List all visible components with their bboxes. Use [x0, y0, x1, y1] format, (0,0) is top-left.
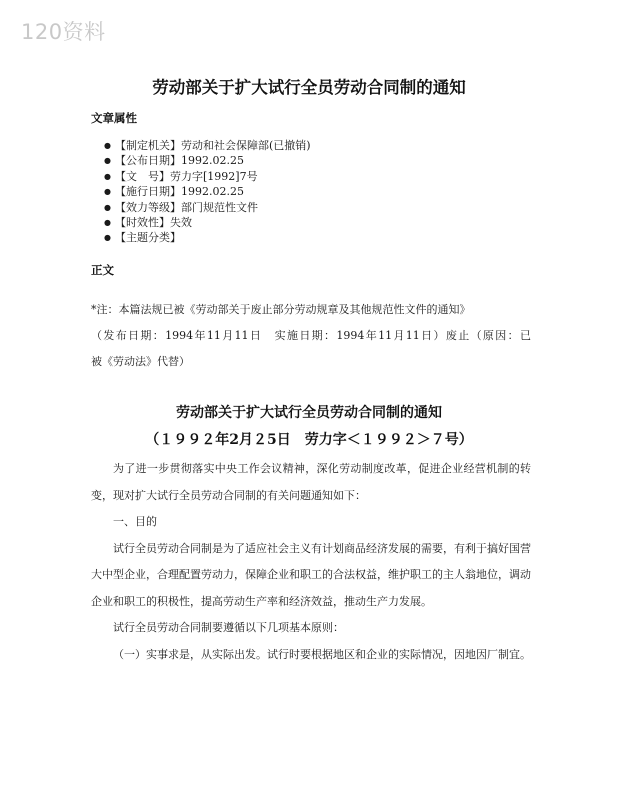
- attributes-list: [104, 138, 311, 246]
- note-line: *注：本篇法规已被《劳动部关于废止部分劳动规章及其他规范性文件的通知》: [91, 303, 471, 316]
- main-text-heading: 正文: [91, 263, 114, 277]
- body-paragraph: 试行全员劳动合同制要遵循以下几项基本原则：: [113, 621, 344, 634]
- attribute-item: ● 【时效性】失效: [104, 215, 192, 229]
- attribute-item: ● 【制定机关】劳动和社会保障部(已撤销): [104, 139, 311, 152]
- body-text: [91, 456, 531, 668]
- body-subtitle: （１９９２年2月２5日 劳力字＜１９９２＞７号）: [145, 432, 473, 448]
- bullet-icon: ●: [104, 171, 111, 181]
- section-heading: 一、目的: [113, 515, 157, 528]
- body-paragraph: （一）实事求是，从实际出发。试行时要根据地区和企业的实际情况，因地因厂制宜。: [113, 647, 531, 661]
- watermark-logo: 120资料: [21, 20, 106, 44]
- bullet-icon: ●: [104, 202, 111, 212]
- bullet-icon: ●: [104, 187, 111, 197]
- bullet-icon: ●: [104, 141, 111, 150]
- body-paragraph: 为了进一步贯彻落实中央工作会议精神，深化劳动制度改革，促进企业经营机制的转变，现对扩大试行全员劳动合同制的有关问题通知如下：: [91, 462, 531, 502]
- bullet-icon: ●: [104, 156, 111, 166]
- bullet-icon: ●: [104, 217, 111, 227]
- attribute-item: ● 【文 号】劳力字[1992]7号: [104, 169, 258, 183]
- bullet-icon: ●: [104, 233, 111, 243]
- body-title: 劳动部关于扩大试行全员劳动合同制的通知: [176, 405, 442, 421]
- attribute-item: ● 【主题分类】: [104, 231, 181, 245]
- page-title: 劳动部关于扩大试行全员劳动合同制的通知: [152, 78, 466, 97]
- note-line: 被《劳动法》代替）: [91, 355, 190, 368]
- attribute-item: ● 【公布日期】1992.02.25: [104, 154, 244, 168]
- attribute-item: ● 【效力等级】部门规范性文件: [104, 200, 258, 214]
- body-paragraph: 试行全员劳动合同制是为了适应社会主义有计划商品经济发展的需要，有利于搞好国营大中型企业，合理配置劳动力，保障企业和职工的合法权益，维护职工的主人翁地位，调动企业和职工的积极性，提高劳动生产率和经济效益，推动生产力发展。: [91, 541, 531, 608]
- note-line: （发布日期：1994年11月11日 实施日期：1994年11月11日）废止（原因：已: [91, 329, 531, 342]
- attributes-heading: 文章属性: [91, 111, 137, 125]
- attribute-item: ● 【施行日期】1992.02.25: [104, 185, 244, 199]
- repeal-note: [91, 297, 531, 375]
